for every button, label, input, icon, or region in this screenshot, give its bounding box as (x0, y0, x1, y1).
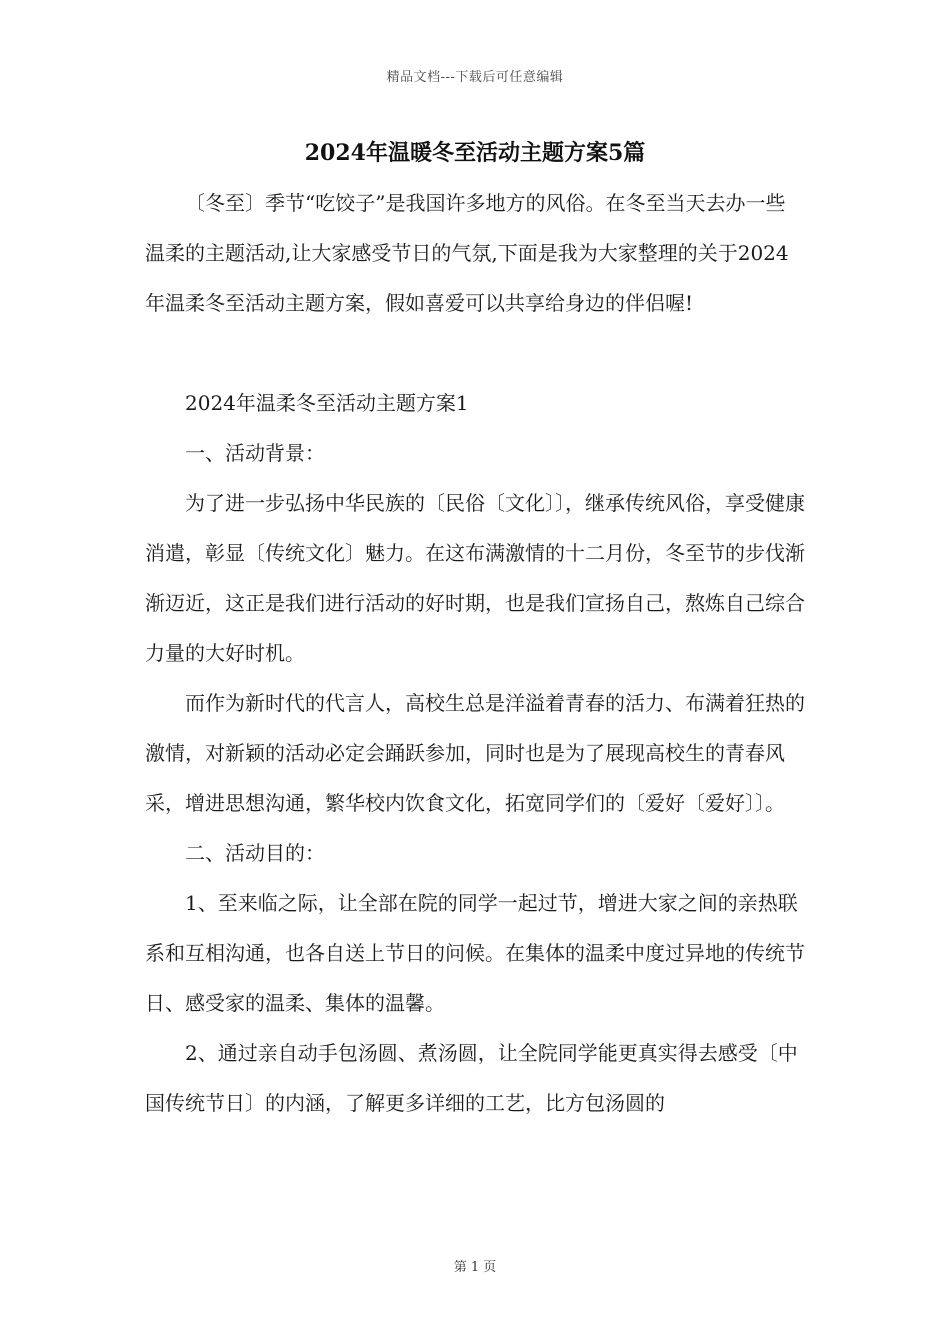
document-body (145, 178, 805, 1128)
section-heading-plan-1: 2024年温柔冬至活动主题方案1 (185, 391, 469, 415)
page-number: 第 1 页 (453, 1260, 497, 1275)
paragraph-purpose-1: 1、至来临之际，让全部在院的同学一起过节，增进大家之间的亲热联系和互相沟通，也各自送上节日的问候。在集体的温柔中度过异地的传统节日、感受家的温柔、集体的温馨。 (145, 891, 805, 1015)
subheading-background: 一、活动背景： (185, 441, 325, 465)
paragraph-background-2: 而作为新时代的代言人，高校生总是洋溢着青春的活力、布满着狂热的激情，对新颖的活动必定会踊跃参加，同时也是为了展现高校生的青春风采，增进思想沟通，繁华校内饮食文化，拓宽同学们的〔爱好〔爱好〕〕。 (145, 691, 805, 815)
running-header: 精品文档---下载后可任意编辑 (386, 70, 564, 85)
paragraph-background-1: 为了进一步弘扬中华民族的〔民俗〔文化〕〕，继承传统风俗，享受健康消遣，彰显〔传统文化〕魅力。在这布满激情的十二月份，冬至节的步伐渐渐迈近，这正是我们进行活动的好时期，也是我们宣扬自己，熬炼自己综合力量的大好时机。 (145, 491, 805, 665)
subheading-purpose: 二、活动目的： (185, 841, 325, 865)
paragraph-purpose-2: 2、通过亲自动手包汤圆、煮汤圆，让全院同学能更真实得去感受〔中国传统节日〕的内涵，了解更多详细的工艺，比方包汤圆的 (145, 1041, 798, 1115)
intro-paragraph: 〔冬至〕季节“吃饺子”是我国许多地方的风俗。在冬至当天去办一些温柔的主题活动,让大家感受节日的气氛,下面是我为大家整理的关于2024年温柔冬至活动主题方案，假如喜爱可以共享给身边的伴侣喔! (145, 191, 789, 315)
document-title: 2024年温暖冬至活动主题方案5篇 (304, 140, 646, 166)
